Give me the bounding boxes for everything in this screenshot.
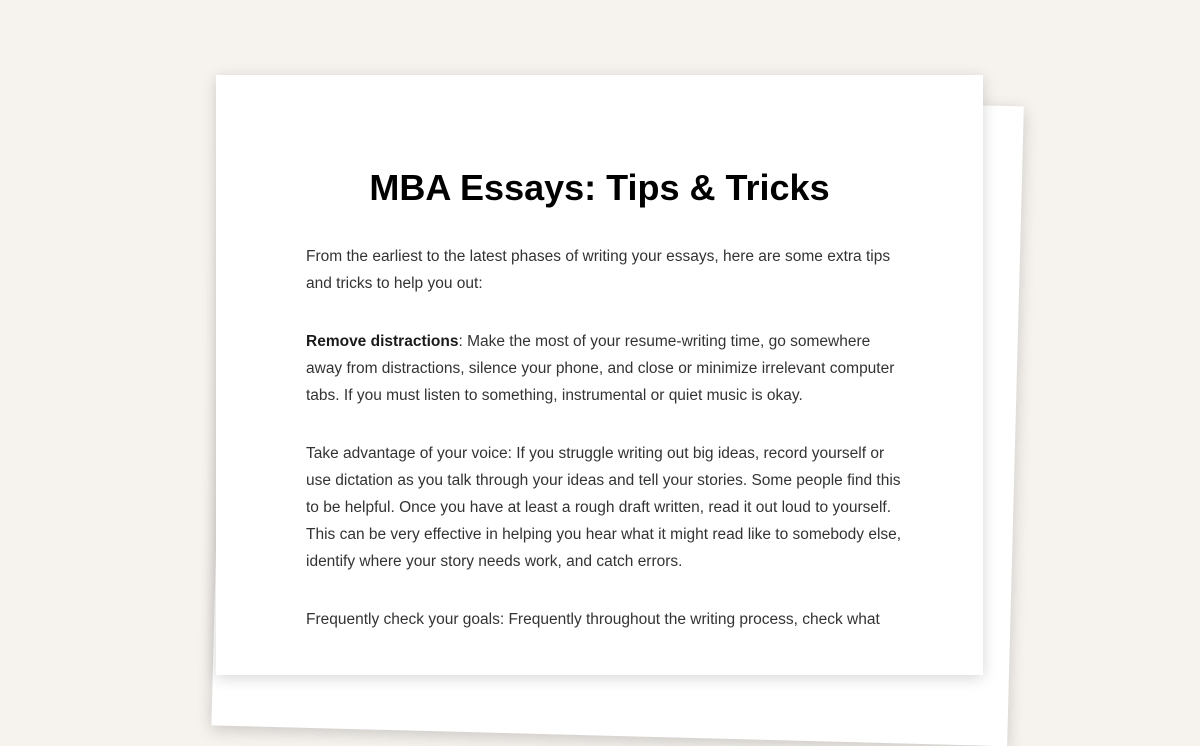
tip-remove-distractions [306, 328, 906, 409]
tip-use-voice: Take advantage of your voice: If you struggle writing out big ideas, record yourself or use dictation as you talk through your ideas and tell your stories. Some people find this to be helpful. Once you have at least a rough draft written, read it out loud to yourself. This can be very effective in helping you hear what it might read like to somebody else, identify where your story needs work, and catch errors. [306, 445, 902, 570]
document-body [306, 243, 906, 664]
tip-check-goals: Frequently check your goals: Frequently throughout the writing process, check what [306, 611, 880, 628]
tip-heading: Remove distractions [306, 333, 459, 350]
page-title: MBA Essays: Tips & Tricks [369, 167, 830, 208]
document-page [216, 75, 983, 675]
intro-paragraph: From the earliest to the latest phases of writing your essays, here are some extra tips and tricks to help you out: [306, 248, 891, 292]
tip-text: : Make the most of your resume-writing time, go somewhere away from distractions, silence your phone, and close or minimize irrelevant computer tabs. If you must listen to something, instrumental or quiet music is okay. [306, 333, 895, 404]
